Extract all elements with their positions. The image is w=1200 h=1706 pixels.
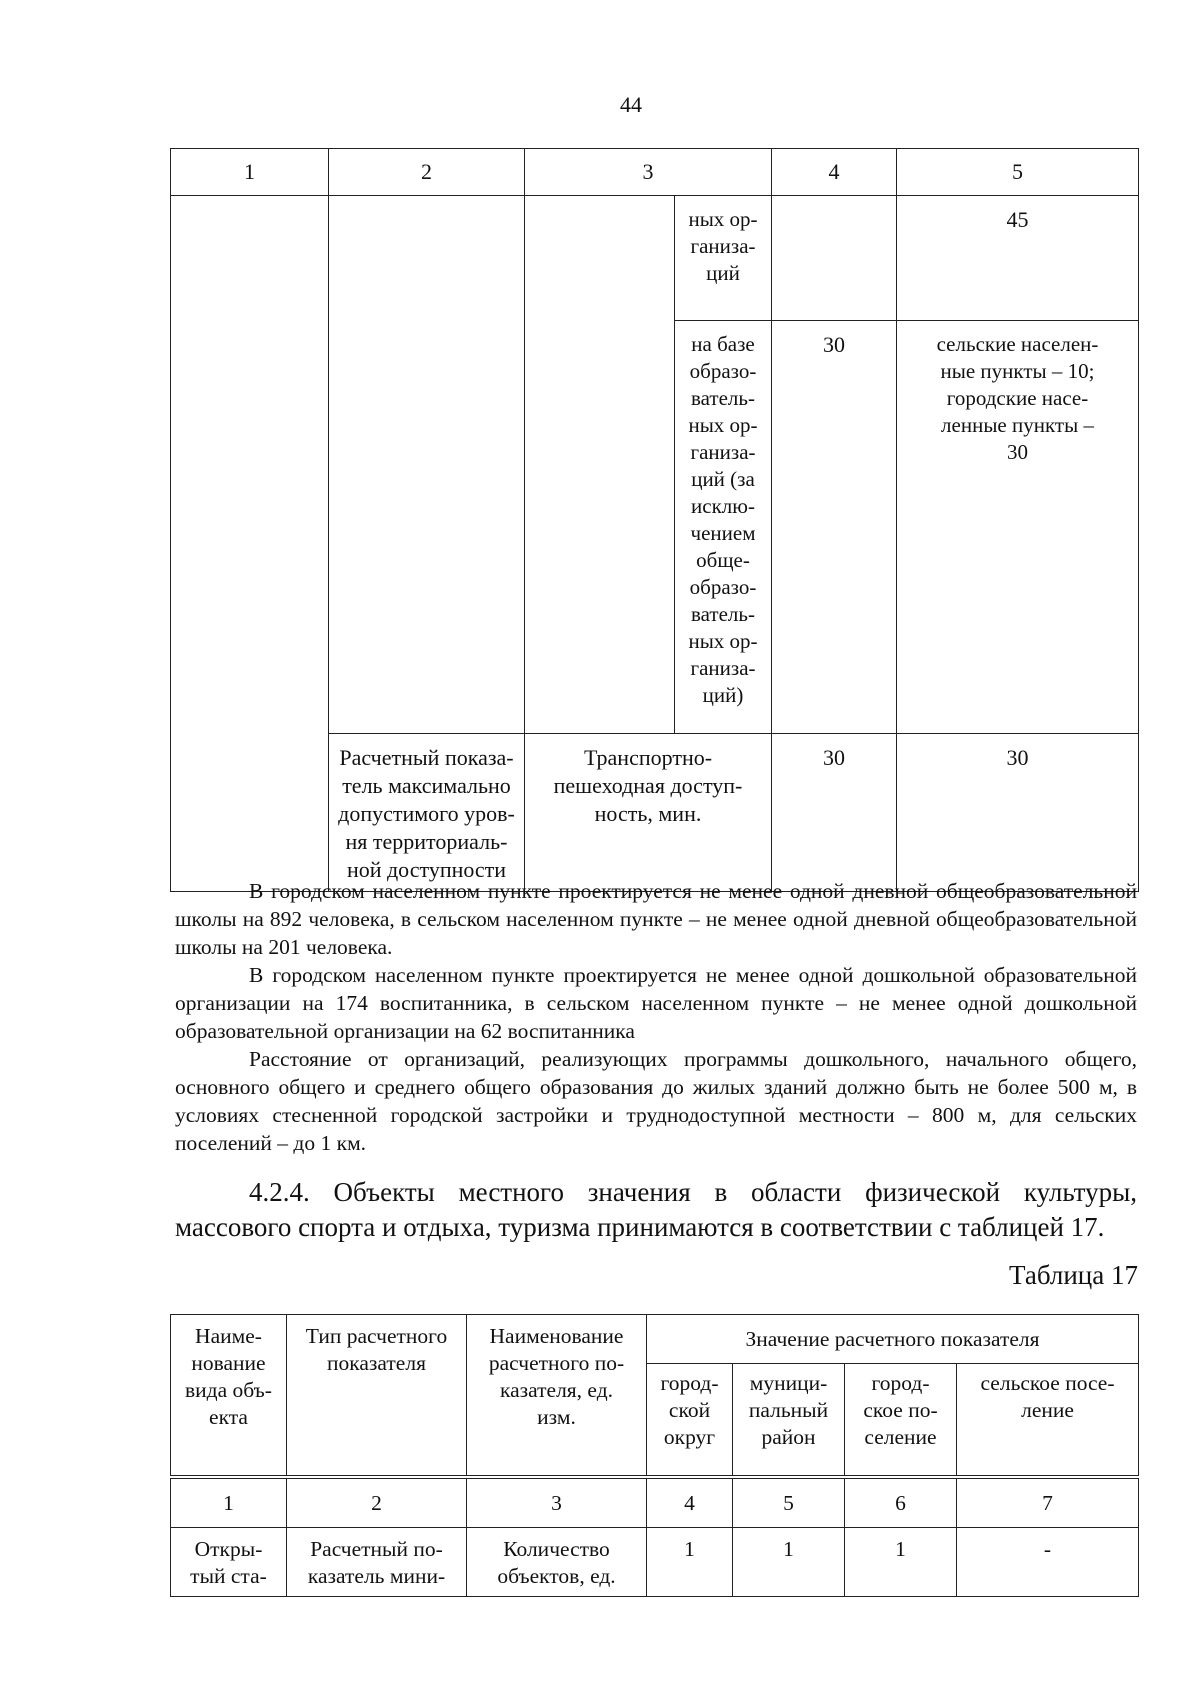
- table-cell: -: [957, 1528, 1139, 1597]
- table-17: [170, 1314, 1139, 1597]
- header-cell: 2: [329, 149, 525, 196]
- header-group-cell: Значение расчетного показателя: [647, 1315, 1139, 1364]
- table-cell: 1: [647, 1528, 733, 1597]
- table-cell: ных ор- ганиза- ций: [675, 196, 772, 321]
- table-cell: Транспортно- пешеходная доступ- ность, мин.: [525, 734, 772, 892]
- table-number-row: [171, 1477, 1139, 1528]
- header-cell: город- ское по- селение: [845, 1364, 957, 1478]
- table-cell: Количество объектов, ед.: [467, 1528, 647, 1597]
- header-cell: Наименование расчетного по- казателя, ед. изм.: [467, 1315, 647, 1478]
- table-caption: Таблица 17: [1009, 1260, 1138, 1290]
- table-row: [171, 1528, 1139, 1597]
- table-cell: 45: [897, 196, 1139, 321]
- table-cell: Откры- тый ста-: [171, 1528, 287, 1597]
- number-cell: 1: [171, 1477, 287, 1528]
- table-cell: сельские населен- ные пункты – 10; городские насе- ленные пункты – 30: [897, 321, 1139, 734]
- table-cell: 30: [772, 321, 897, 734]
- table-cell: 1: [845, 1528, 957, 1597]
- table-cell: [329, 196, 525, 734]
- table-cell: Расчетный показа- тель максимально допустимого уров- ня территориаль- ной доступности: [329, 734, 525, 892]
- table-cell: Расчетный по- казатель мини-: [287, 1528, 467, 1597]
- number-cell: 2: [287, 1477, 467, 1528]
- number-cell: 3: [467, 1477, 647, 1528]
- number-cell: 4: [647, 1477, 733, 1528]
- table-cell: 30: [772, 734, 897, 892]
- section-heading: 4.2.4. Объекты местного значения в области физической культуры, массового спорта и отдыха, туризма принимаются в соответствии с таблицей 17.: [175, 1177, 1137, 1242]
- table-cell: 1: [733, 1528, 845, 1597]
- number-cell: 7: [957, 1477, 1139, 1528]
- table-cell: [772, 196, 897, 321]
- header-cell: муници- пальный район: [733, 1364, 845, 1478]
- number-cell: 6: [845, 1477, 957, 1528]
- paragraph: Расстояние от организаций, реализующих программы дошкольного, начального общего, основного общего и среднего общего образования до жилых зданий должно быть не более 500 м, в условиях стесненной городской застройки и труднодоступной местности – 800 м, для сельских поселений – до 1 км.: [175, 1047, 1137, 1155]
- number-cell: 5: [733, 1477, 845, 1528]
- paragraph: В городском населенном пункте проектируется не менее одной дошкольной образовательной организации на 174 воспитанника, в сельском населенном пункте – не менее одной дошкольной образовательной организации на 62 воспитанника: [175, 963, 1137, 1043]
- header-cell: 5: [897, 149, 1139, 196]
- table-cell: на базе образо- ватель- ных ор- ганиза- ций (за исклю- чением обще- образо- ватель- ных ор- ганиза- ций): [675, 321, 772, 734]
- header-cell: сельское посе- ление: [957, 1364, 1139, 1478]
- body-text: [175, 877, 1137, 1157]
- table-cell: [171, 196, 329, 892]
- table-header-row: [171, 149, 1139, 196]
- table-cell: [525, 196, 675, 734]
- header-cell: Тип расчетного показателя: [287, 1315, 467, 1478]
- header-cell: Наиме- нование вида объ- екта: [171, 1315, 287, 1478]
- table-header-row: [171, 1315, 1139, 1364]
- page-number: 44: [620, 92, 642, 117]
- header-cell: 3: [525, 149, 772, 196]
- header-cell: 4: [772, 149, 897, 196]
- table-16-continuation: [170, 148, 1139, 892]
- table-cell: 30: [897, 734, 1139, 892]
- table-row: [171, 196, 1139, 321]
- header-cell: город- ской округ: [647, 1364, 733, 1478]
- header-cell: 1: [171, 149, 329, 196]
- paragraph: В городском населенном пункте проектируется не менее одной дневной общеобразовательной школы на 892 человека, в сельском населенном пункте – не менее одной дневной общеобразовательной школы на 201 человека.: [175, 879, 1137, 959]
